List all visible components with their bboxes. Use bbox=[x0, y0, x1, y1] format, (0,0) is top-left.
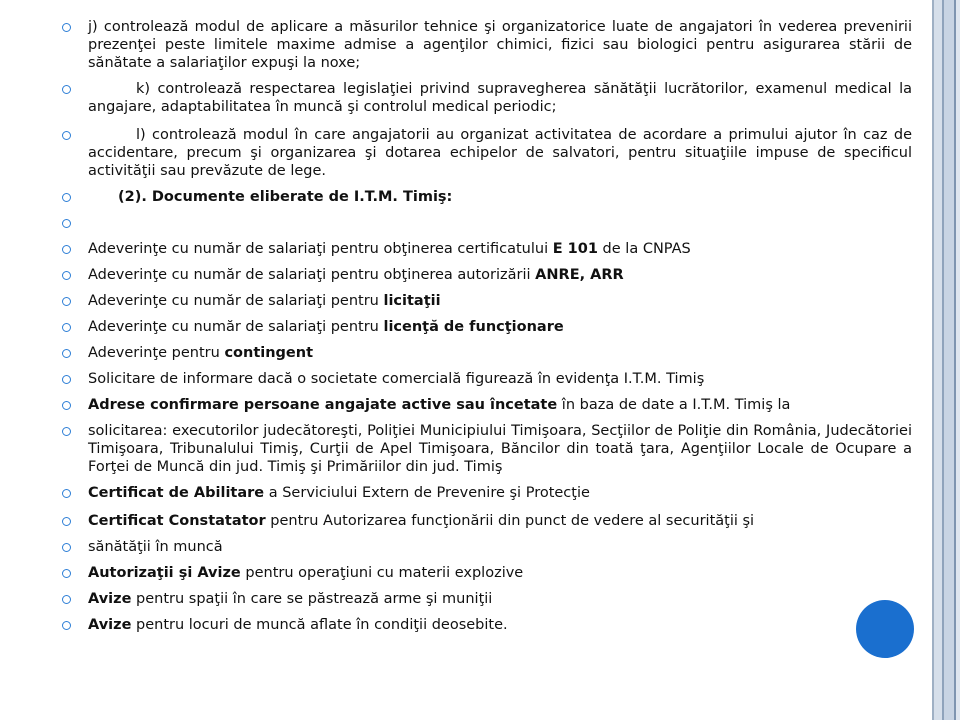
bullet-ring-icon bbox=[62, 427, 71, 436]
bullet-text bbox=[88, 371, 704, 387]
text-segment: solicitarea: executorilor judecătoreşti, Poliţiei Municipiului Timişoara, Secţiilor de Poliţie din România, Judecătoriei Timişoara, Tribunalului Timiş, Curţii de Apel Timişoara, Băncilor din toată ţara, Agenţiilor Locale de Ocupare a Forţei de Muncă din jud. Timiş şi Primăriilor din jud. Timiş bbox=[88, 423, 912, 475]
bold-text: E 101 bbox=[552, 241, 598, 257]
bullet-text bbox=[88, 591, 492, 607]
text-segment: de la CNPAS bbox=[597, 241, 691, 257]
bullet-text bbox=[88, 485, 590, 501]
bullet-item bbox=[62, 616, 912, 634]
bold-text: Adrese confirmare persoane angajate active sau încetate bbox=[88, 397, 558, 413]
bullet-ring-icon bbox=[62, 595, 71, 604]
bullet-item bbox=[62, 240, 912, 258]
text-segment: j) controlează modul de aplicare a măsurilor tehnice şi organizatorice luate de angajatori în vederea prevenirii prezenţei peste limitele maxime admise a agenţilor chimici, fizici sau biologici pentru asigurarea stării de sănătate a salariaţilor expuşi la noxe; bbox=[88, 19, 912, 71]
text-segment: Adeverinţe cu număr de salariaţi pentru bbox=[88, 319, 384, 335]
text-segment: Adeverinţe pentru bbox=[88, 345, 225, 361]
bullet-ring-icon bbox=[62, 85, 71, 94]
bold-text: licenţă de funcţionare bbox=[383, 319, 564, 335]
bullet-item bbox=[62, 422, 912, 476]
bullet-ring-icon bbox=[62, 489, 71, 498]
bold-text: Avize bbox=[88, 591, 132, 607]
bullet-item bbox=[62, 18, 912, 72]
text-segment: l) controlează modul în care angajatorii au organizat activitatea de acordare a primului ajutor în caz de accidentare, precum şi organizarea şi dotarea echipelor de salvatori, pentru situaţiile impuse de specificul activităţii sau prevăzute de lege. bbox=[88, 127, 912, 179]
text-segment: Adeverinţe cu număr de salariaţi pentru obţinerea autorizării bbox=[88, 267, 536, 283]
bold-text: Certificat Constatator bbox=[88, 513, 266, 529]
bullet-ring-icon bbox=[62, 23, 71, 32]
bold-text: Avize bbox=[88, 617, 132, 633]
text-segment: pentru locuri de muncă aflate în condiţii deosebite. bbox=[131, 617, 508, 633]
bullet-text bbox=[88, 345, 313, 361]
bullet-item bbox=[62, 590, 912, 608]
text-segment: pentru operaţiuni cu materii explozive bbox=[240, 565, 524, 581]
bullet-item bbox=[62, 214, 912, 232]
bullet-text bbox=[88, 423, 912, 475]
bullet-text bbox=[88, 397, 790, 413]
bullet-item bbox=[62, 370, 912, 388]
bullet-ring-icon bbox=[62, 375, 71, 384]
text-segment: sănătăţii în muncă bbox=[88, 539, 223, 555]
bullet-item bbox=[62, 484, 912, 502]
bullet-text bbox=[88, 19, 912, 71]
bullet-text bbox=[88, 241, 691, 257]
bullet-text bbox=[88, 189, 452, 205]
bullet-ring-icon bbox=[62, 271, 71, 280]
slide-side-decoration bbox=[930, 0, 960, 720]
text-segment: Solicitare de informare dacă o societate comercială figurează în evidenţa I.T.M. Timiş bbox=[88, 371, 705, 387]
bullet-ring-icon bbox=[62, 621, 71, 630]
bullet-item bbox=[62, 538, 912, 556]
bullet-text bbox=[88, 293, 441, 309]
bullet-text bbox=[88, 81, 912, 115]
bullet-item bbox=[62, 344, 912, 362]
text-segment: în baza de date a I.T.M. Timiş la bbox=[557, 397, 791, 413]
bullet-item bbox=[62, 396, 912, 414]
bullet-item bbox=[62, 80, 912, 116]
bold-text: contingent bbox=[224, 345, 314, 361]
bullet-ring-icon bbox=[62, 517, 71, 526]
text-segment: pentru spaţii în care se păstrează arme şi muniţii bbox=[131, 591, 493, 607]
bold-text: ANRE, ARR bbox=[535, 267, 624, 283]
bullet-ring-icon bbox=[62, 569, 71, 578]
bold-text: licitaţii bbox=[383, 293, 441, 309]
bullet-item bbox=[62, 512, 912, 530]
bullet-ring-icon bbox=[62, 401, 71, 410]
bullet-text bbox=[88, 127, 912, 179]
bullet-text bbox=[88, 513, 754, 529]
bold-text: Autorizaţii şi Avize bbox=[88, 565, 241, 581]
bullet-ring-icon bbox=[62, 219, 71, 228]
bullet-item bbox=[62, 292, 912, 310]
bullet-ring-icon bbox=[62, 193, 71, 202]
bullet-text bbox=[88, 267, 624, 283]
bullet-text bbox=[88, 565, 523, 581]
bullet-text bbox=[88, 539, 223, 555]
bullet-item bbox=[62, 266, 912, 284]
bold-text: (2). Documente eliberate de I.T.M. Timiş: bbox=[118, 189, 453, 205]
bullet-item bbox=[62, 564, 912, 582]
bullet-ring-icon bbox=[62, 323, 71, 332]
bold-text: Certificat de Abilitare bbox=[88, 485, 265, 501]
bullet-text bbox=[88, 319, 564, 335]
bullet-ring-icon bbox=[62, 297, 71, 306]
bullet-ring-icon bbox=[62, 131, 71, 140]
text-segment: Adeverinţe cu număr de salariaţi pentru bbox=[88, 293, 384, 309]
bullet-item bbox=[62, 188, 912, 206]
bullet-ring-icon bbox=[62, 543, 71, 552]
text-segment: a Serviciului Extern de Prevenire şi Protecţie bbox=[264, 485, 590, 501]
slide-content bbox=[62, 18, 912, 642]
text-segment: pentru Autorizarea funcţionării din punct de vedere al securităţii şi bbox=[265, 513, 755, 529]
bullet-ring-icon bbox=[62, 245, 71, 254]
text-segment: k) controlează respectarea legislaţiei privind supravegherea sănătăţii lucrătorilor, examenul medical la angajare, adaptabilitatea în muncă şi controlul medical periodic; bbox=[88, 81, 912, 115]
bullet-item bbox=[62, 126, 912, 180]
bullet-item bbox=[62, 318, 912, 336]
bullet-text bbox=[88, 617, 508, 633]
bullet-ring-icon bbox=[62, 349, 71, 358]
text-segment: Adeverinţe cu număr de salariaţi pentru obţinerea certificatului bbox=[88, 241, 553, 257]
